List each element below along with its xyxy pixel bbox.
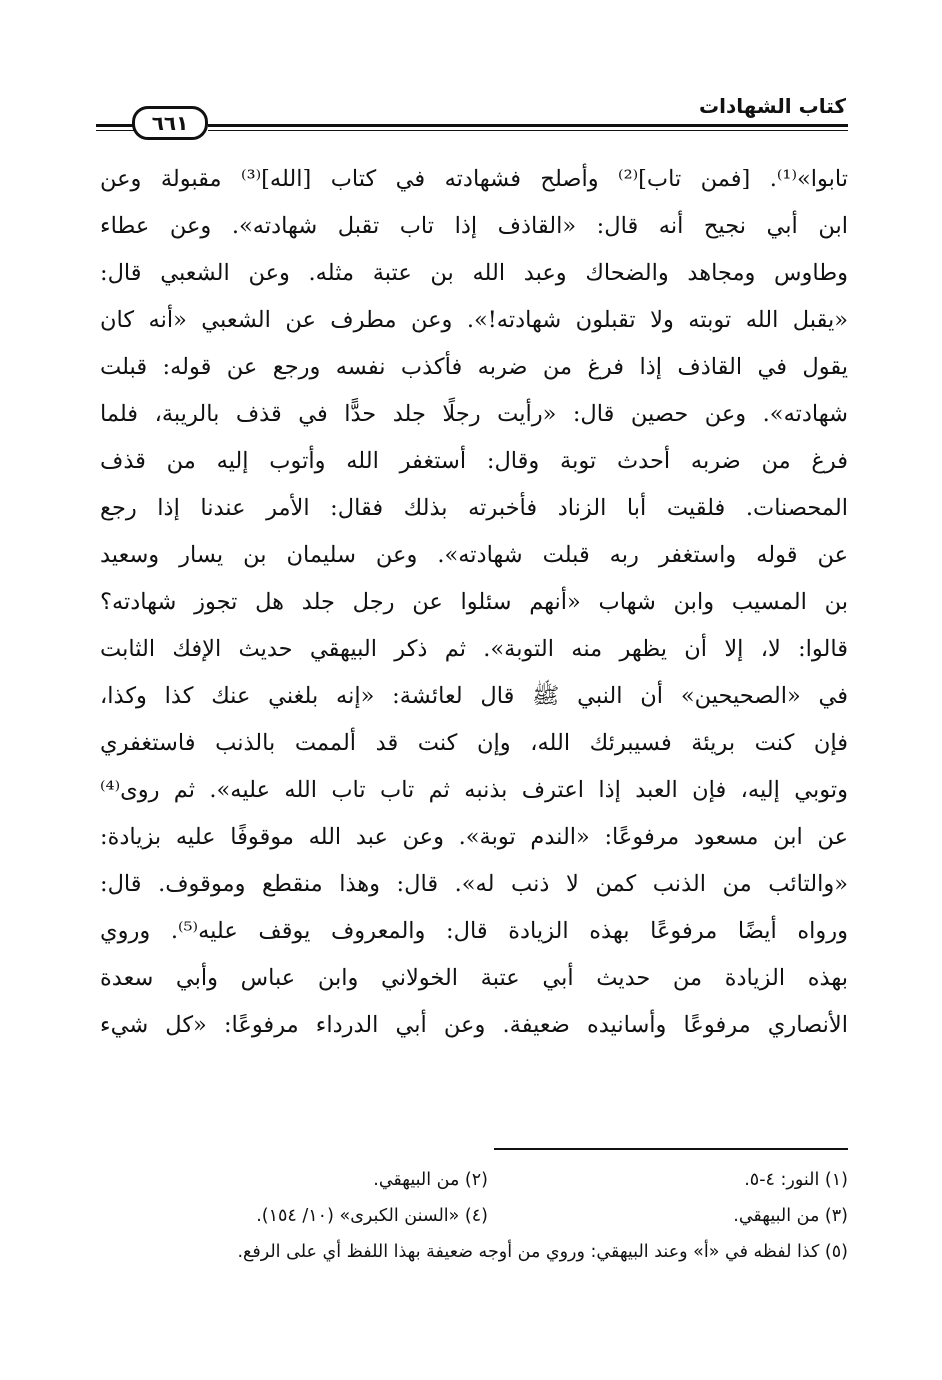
text-line: وتوبي إليه، فإن العبد إذا اعترف بذنبه ثم تاب تاب الله عليه». ثم روى⁽⁴⁾ [100, 777, 848, 803]
text-line: المحصنات. فلقيت أبا الزناد فأخبرته بذلك فقال: الأمر عندنا إذا رجع [100, 495, 848, 521]
footnote-2: (٢) من البيهقي. [373, 1170, 488, 1190]
footnote-4: (٤) «السنن الكبرى» (١٠/ ١٥٤). [256, 1206, 488, 1226]
footnotes [100, 1162, 848, 1270]
text-line: «والتائب من الذنب كمن لا ذنب له». قال: وهذا منقطع وموقوف. قال: [100, 871, 848, 897]
text-line: يقول في القاذف إذا فرغ من ضربه فأكذب نفسه ورجع عن قوله: قبلت [100, 354, 848, 380]
footnote-row [100, 1234, 848, 1270]
header-rule-left-thick [96, 124, 136, 127]
footnote-row [100, 1162, 848, 1198]
text-line: الأنصاري مرفوعًا وأسانيده ضعيفة. وعن أبي الدرداء مرفوعًا: «كل شيء [100, 1012, 848, 1038]
text-line: فإن كنت بريئة فسيبرئك الله، وإن كنت قد ألممت بالذنب فاستغفري [100, 730, 848, 756]
text-line: ابن أبي نجيح أنه قال: «القاذف إذا تاب تقبل شهادته». وعن عطاء [100, 213, 848, 239]
footnote-3: (٣) من البيهقي. [733, 1206, 848, 1226]
text-line: عن قوله واستغفر ربه قبلت شهادته». وعن سليمان بن يسار وسعيد [100, 542, 848, 568]
text-line: قالوا: لا، إلا أن يظهر منه التوبة». ثم ذكر البيهقي حديث الإفك الثابت [100, 636, 848, 662]
footnote-5: (٥) كذا لفظه في «أ» وعند البيهقي: وروي من أوجه ضعيفة بهذا اللفظ أي على الرفع. [237, 1242, 848, 1262]
footnote-1: (١) النور: ٤-٥. [744, 1170, 848, 1190]
header-rule-thick [208, 124, 848, 127]
page-header [96, 92, 848, 142]
text-line: شهادته». وعن حصين قال: «رأيت رجلًا جلد حدًّا في قذف بالريبة، فلما [100, 401, 848, 427]
footnote-separator [494, 1148, 848, 1150]
body-text [100, 156, 848, 1049]
header-rule-left-thin [96, 130, 136, 131]
text-line: عن ابن مسعود مرفوعًا: «الندم توبة». وعن عبد الله موقوفًا عليه بزيادة: [100, 824, 848, 850]
text-line: ورواه أيضًا مرفوعًا بهذه الزيادة قال: والمعروف يوقف عليه⁽⁵⁾. وروي [100, 918, 848, 944]
footnote-row [100, 1198, 848, 1234]
text-line: «يقبل الله توبته ولا تقبلون شهادته!». وعن مطرف عن الشعبي «أنه كان [100, 307, 848, 333]
text-line: فرغ من ضربه أحدث توبة وقال: أستغفر الله وأتوب إليه من قذف [100, 448, 848, 474]
text-line: بن المسيب وابن شهاب «أنهم سئلوا عن رجل جلد هل تجوز شهادته؟ [100, 589, 848, 615]
text-line: تابوا»⁽¹⁾. [فمن تاب]⁽²⁾ وأصلح فشهادته في كتاب [الله]⁽³⁾ مقبولة وعن [100, 166, 848, 192]
header-rule-thin [208, 130, 848, 131]
text-line: بهذه الزيادة من حديث أبي عتبة الخولاني وابن عباس وأبي سعدة [100, 965, 848, 991]
text-line: وطاوس ومجاهد والضحاك وعبد الله بن عتبة مثله. وعن الشعبي قال: [100, 260, 848, 286]
book-title: كتاب الشهادات [698, 94, 846, 118]
page-number: ٦٦١ [132, 106, 208, 140]
text-line: في «الصحيحين» أن النبي ﷺ قال لعائشة: «إنه بلغني عنك كذا وكذا، [100, 683, 848, 709]
